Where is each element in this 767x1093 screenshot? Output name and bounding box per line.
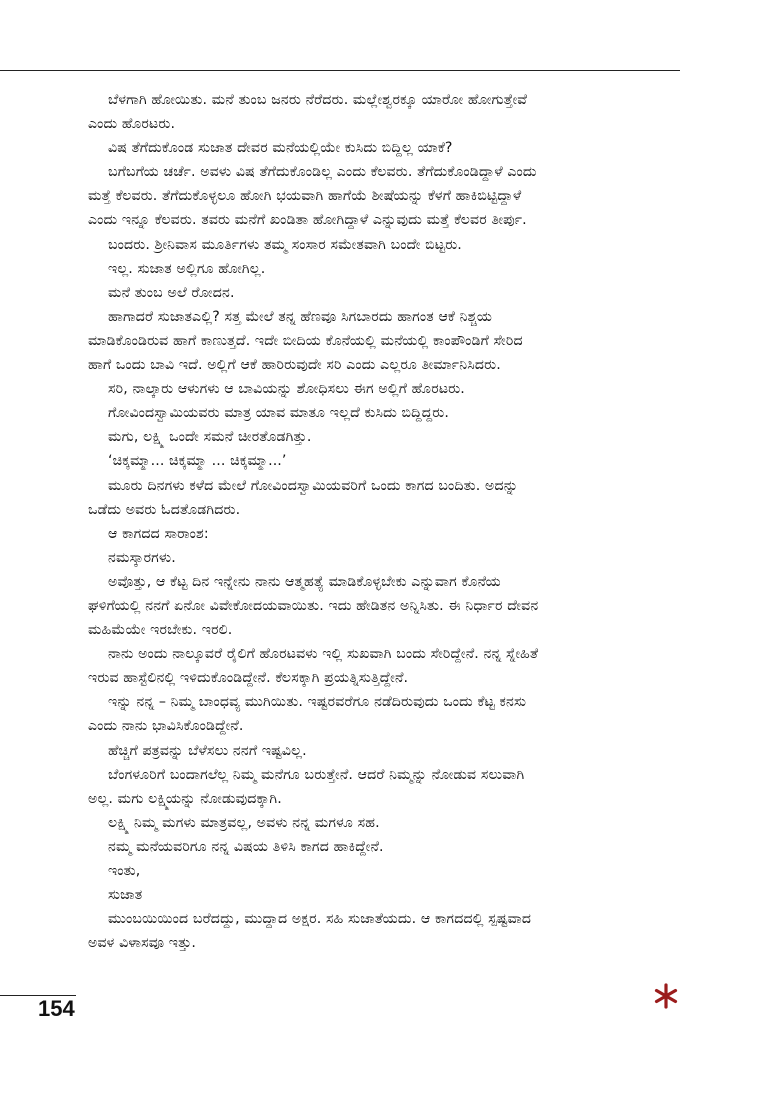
body-line: ನಾನು ಅಂದು ನಾಲ್ಕೂವರೆ ರೈಲಿಗೆ ಹೊರಟವಳು ಇಲ್ಲಿ ಸುಖವಾಗಿ ಬಂದು ಸೇರಿದ್ದೇನೆ. ನನ್ನ ಸ್ನೇಹಿತೆ [108,646,539,663]
header-rule [0,70,680,71]
body-line: ಆ ಕಾಗದದ ಸಾರಾಂಶ: [108,525,209,542]
body-line: ಮತ್ತೆ ಕೆಲವರು. ತೆಗೆದುಕೊಳ್ಳಲೂ ಹೋಗಿ ಭಯವಾಗಿ ಹಾಗೆಯೆ ಶೀಷೆಯನ್ನು ಕೆಳಗೆ ಹಾಕಿಬಿಟ್ಟಿದ್ದಾಳೆ [88,188,522,205]
body-line: ಬೆಳಗಾಗಿ ಹೋಯಿತು. ಮನೆ ತುಂಬ ಜನರು ನೆರೆದರು. ಮಲ್ಲೇಶ್ವರಕ್ಕೂ ಯಾರೋ ಹೋಗುತ್ತೇವೆ [108,92,528,108]
body-line: ಮನೆ ತುಂಬ ಅಲೆ ರೋದನ. [108,284,235,301]
body-line: ಎಂದು ಇನ್ನೂ ಕೆಲವರು. ತವರು ಮನೆಗೆ ಖಂಡಿತಾ ಹೋಗಿದ್ದಾಳೆ ಎನ್ನುವುದು ಮತ್ತೆ ಕೆಲವರ ತೀರ್ಪು. [88,212,527,229]
body-line: ಘಳಿಗೆಯಲ್ಲಿ ನನಗೆ ಏನೋ ವಿವೇಕೋದಯವಾಯಿತು. ಇದು ಹೇಡಿತನ ಅನ್ನಿಸಿತು. ಈ ನಿರ್ಧಾರ ದೇವನ [88,597,539,614]
body-line: ಅಲ್ಲ. ಮಗು ಲಕ್ಷ್ಮಿಯನ್ನು ನೋಡುವುದಕ್ಕಾಗಿ. [88,790,282,807]
asterisk-icon [652,982,680,1010]
body-line: ಮಹಿಮೆಯೇ ಇರಬೇಕು. ಇರಲಿ. [88,622,233,639]
body-line: ಹಾಗೆ ಒಂದು ಬಾವಿ ಇದೆ. ಅಲ್ಲಿಗೆ ಆಕೆ ಹಾರಿರುವುದೇ ಸರಿ ಎಂದು ಎಲ್ಲರೂ ತೀರ್ಮಾನಿಸಿದರು. [88,357,501,374]
body-line: ಎಂದು ಹೊರಟರು. [88,116,176,133]
body-line: ಅವಳ ವಿಳಾಸವೂ ಇತ್ತು. [88,935,197,952]
body-line: ಗೋವಿಂದಸ್ವಾಮಿಯವರು ಮಾತ್ರ ಯಾವ ಮಾತೂ ಇಲ್ಲದೆ ಕುಸಿದು ಬಿದ್ದಿದ್ದರು. [108,405,450,422]
body-line: ಒಡೆದು ಅವರು ಓದತೊಡಗಿದರು. [88,501,241,518]
body-line: ಮೂರು ದಿನಗಳು ಕಳೆದ ಮೇಲೆ ಗೋವಿಂದಸ್ವಾಮಿಯವರಿಗೆ ಒಂದು ಕಾಗದ ಬಂದಿತು. ಅದನ್ನು [108,477,519,494]
body-line: ಬೆಂಗಳೂರಿಗೆ ಬಂದಾಗಲೆಲ್ಲ ನಿಮ್ಮ ಮನೆಗೂ ಬರುತ್ತೇನೆ. ಆದರೆ ನಿಮ್ಮನ್ನು ನೋಡುವ ಸಲುವಾಗಿ [108,766,525,783]
body-line: ಇರುವ ಹಾಸ್ಟೆಲಿನಲ್ಲಿ ಇಳಿದುಕೊಂಡಿದ್ದೇನೆ. ಕೆಲಸಕ್ಕಾಗಿ ಪ್ರಯತ್ನಿಸುತ್ತಿದ್ದೇನೆ. [88,670,409,687]
body-line: ಮಾಡಿಕೊಂಡಿರುವ ಹಾಗೆ ಕಾಣುತ್ತದೆ. ಇದೇ ಬೀದಿಯ ಕೊನೆಯಲ್ಲಿ ಮನೆಯಲ್ಲಿ ಕಾಂಪೌಂಡಿಗೆ ಸೇರಿದ [88,332,523,349]
story-text [88,88,684,955]
page-number: 154 [38,996,75,1021]
body-line: ಬಗೆಬಗೆಯ ಚರ್ಚೆ. ಅವಳು ವಿಷ ತೆಗೆದುಕೊಂಡಿಲ್ಲ ಎಂದು ಕೆಲವರು. ತೆಗೆದುಕೊಂಡಿದ್ದಾಳೆ ಎಂದು [108,164,537,181]
body-line: ಇಲ್ಲ. ಸುಜಾತ ಅಲ್ಲಿಗೂ ಹೋಗಿಲ್ಲ. [108,260,266,277]
body-line: ವಿಷ ತೆಗೆದುಕೊಂಡ ಸುಜಾತ ದೇವರ ಮನೆಯಲ್ಲಿಯೇ ಕುಸಿದು ಬಿದ್ದಿಲ್ಲ ಯಾಕೆ? [108,140,453,157]
body-line: ಅವೊತ್ತು, ಆ ಕೆಟ್ಟ ದಿನ ಇನ್ನೇನು ನಾನು ಆತ್ಮಹತ್ಯೆ ಮಾಡಿಕೊಳ್ಳಬೇಕು ಎನ್ನುವಾಗ ಕೊನೆಯ [108,573,501,590]
body-line: ಇನ್ನು ನನ್ನ – ನಿಮ್ಮ ಬಾಂಧವ್ಯ ಮುಗಿಯಿತು. ಇಷ್ಟರವರೆಗೂ ನಡೆದಿರುವುದು ಒಂದು ಕೆಟ್ಟ ಕನಸು [108,694,527,711]
body-line: ಮಗು, ಲಕ್ಷ್ಮಿ ಒಂದೇ ಸಮನೆ ಚೀರತೊಡಗಿತ್ತು. [108,429,312,446]
body-line: ಎಂದು ನಾನು ಭಾವಿಸಿಕೊಂಡಿದ್ದೇನೆ. [88,718,244,735]
body-line: ಹಾಗಾದರೆ ಸುಜಾತಎಲ್ಲಿ? ಸತ್ತ ಮೇಲೆ ತನ್ನ ಹೆಣವೂ ಸಿಗಬಾರದು ಹಾಗಂತ ಆಕೆ ನಿಶ್ಚಯ [108,308,493,325]
body-line: ಲಕ್ಷ್ಮಿ ನಿಮ್ಮ ಮಗಳು ಮಾತ್ರವಲ್ಲ, ಅವಳು ನನ್ನ ಮಗಳೂ ಸಹ. [108,814,380,831]
body-line: ನಮ್ಮ ಮನೆಯವರಿಗೂ ನನ್ನ ವಿಷಯ ತಿಳಿಸಿ ಕಾಗದ ಹಾಕಿದ್ದೇನೆ. [108,838,384,855]
body-line: ಸರಿ, ನಾಲ್ಕಾರು ಆಳುಗಳು ಆ ಬಾವಿಯನ್ನು ಶೋಧಿಸಲು ಈಗ ಅಲ್ಲಿಗೆ ಹೊರಟರು. [108,381,465,398]
body-line: ಇಂತು, [108,863,141,879]
body-line: ಸುಜಾತ [108,887,143,904]
body-line: ಬಂದರು. ಶ್ರೀನಿವಾಸ ಮೂರ್ತಿಗಳು ತಮ್ಮ ಸಂಸಾರ ಸಮೇತವಾಗಿ ಬಂದೇ ಬಿಟ್ಟರು. [108,236,462,253]
body-line: ಹೆಚ್ಚಿಗೆ ಪತ್ರವನ್ನು ಬೆಳೆಸಲು ನನಗೆ ಇಷ್ಟವಿಲ್ಲ. [108,742,307,759]
body-line: ‘ಚಿಕ್ಕಮ್ಮಾ... ಚಿಕ್ಕಮ್ಮಾ ... ಚಿಕ್ಕಮ್ಮಾ...’ [108,453,287,470]
body-line: ನಮಸ್ಕಾರಗಳು. [108,549,176,566]
body-line: ಮುಂಬಯಿಯಿಂದ ಬರೆದದ್ದು, ಮುದ್ದಾದ ಅಕ್ಷರ. ಸಹಿ ಸುಜಾತೆಯದು. ಆ ಕಾಗದದಲ್ಲಿ ಸ್ಪಷ್ಟವಾದ [108,911,532,928]
